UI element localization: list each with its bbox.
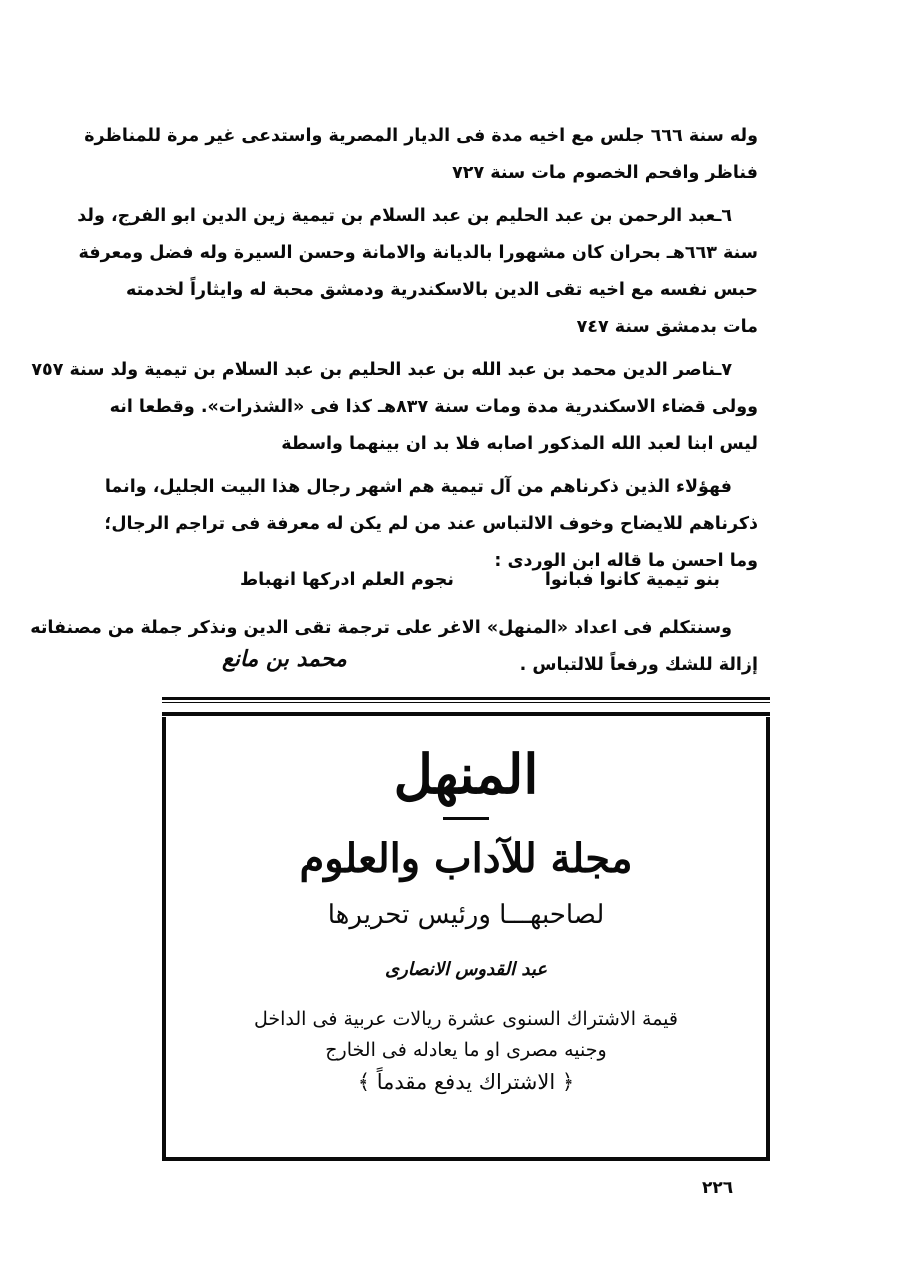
verse-first-hemistich: بنو تيمية كانوا فبانوا (544, 570, 720, 590)
text-line: ٦ـعبد الرحمن بن عبد الحليم بن عبد السلام بن تيمية زين الدين ابو الفرج، ولد (77, 206, 732, 226)
text-line: ليس ابنا لعبد الله المذكور اصابه فلا بد ان بينهما واسطة (281, 434, 758, 454)
text-line: سنة ٦٦٣هـ بحران كان مشهورا بالديانة والامانة وحسن السيرة وله فضل ومعرفة (78, 243, 758, 263)
prepayment-notice: ﴿ الاشتراك يدفع مقدماً ﴾ (357, 1070, 575, 1094)
editor-name: عبد القدوس الانصارى (384, 959, 547, 980)
paragraph-summary (104, 469, 758, 580)
subscription-price-line: قيمة الاشتراك السنوى عشرة ريالات عربية فى الداخل (254, 1008, 678, 1030)
text-line: وما احسن ما قاله ابن الوردى : (494, 551, 758, 571)
text-line: ٧ـناصر الدين محمد بن عبد الله بن عبد الحليم بن عبد السلام بن تيمية ولد سنة ٧٥٧ (31, 360, 732, 380)
subscription-price-line: وجنيه مصرى او ما يعادله فى الخارج (325, 1039, 607, 1061)
masthead-title: المنهل (393, 742, 539, 806)
text-line: إزالة للشك ورفعاً للالتباس . (519, 655, 758, 675)
magazine-subtitle: مجلة للآداب والعلوم (299, 835, 633, 882)
text-line: فناظر وافحم الخصوم مات سنة ٧٢٧ (452, 163, 758, 183)
verse-second-hemistich: نجوم العلم ادركها انهباط (240, 570, 454, 590)
text-line: حبس نفسه مع اخيه تقى الدين بالاسكندرية ودمشق محبة له وايثاراً لخدمته (126, 280, 758, 300)
text-line: وولى قضاء الاسكندرية مدة ومات سنة ٨٣٧هـ كذا فى «الشذرات». وقطعا انه (109, 397, 758, 417)
paragraph-entry-7 (31, 352, 758, 463)
paragraph-entry-6 (77, 198, 758, 346)
article-body (31, 118, 758, 580)
box-top-border (162, 712, 770, 716)
poem-verse (240, 570, 720, 590)
magazine-advertisement (162, 717, 770, 1157)
text-line: ذكرناهم للايضاح وخوف الالتباس عند من لم يكن له معرفة فى تراجم الرجال؛ (104, 514, 758, 534)
text-line: مات بدمشق سنة ٧٤٧ (576, 317, 758, 337)
text-line: فهؤلاء الذين ذكرناهم من آل تيمية هم اشهر رجال هذا البيت الجليل، وانما (104, 477, 732, 497)
text-line: وسنتكلم فى اعداد «المنهل» الاغر على ترجمة تقى الدين ونذكر جملة من مصنفاته (30, 618, 732, 638)
divider-rule (162, 697, 770, 700)
box-bottom-border (162, 1157, 770, 1161)
author-signature: محمد بن مانع (222, 646, 347, 672)
page-number: ٢٢٦ (702, 1178, 734, 1198)
owner-editor-label: لصاحبهـــا ورئيس تحريرها (327, 900, 605, 930)
ornament-divider (443, 817, 489, 820)
paragraph-continuation (84, 118, 758, 192)
divider-rule-thin (162, 702, 770, 703)
text-line: وله سنة ٦٦٦ جلس مع اخيه مدة فى الديار المصرية واستدعى غير مرة للمناظرة (84, 126, 758, 146)
